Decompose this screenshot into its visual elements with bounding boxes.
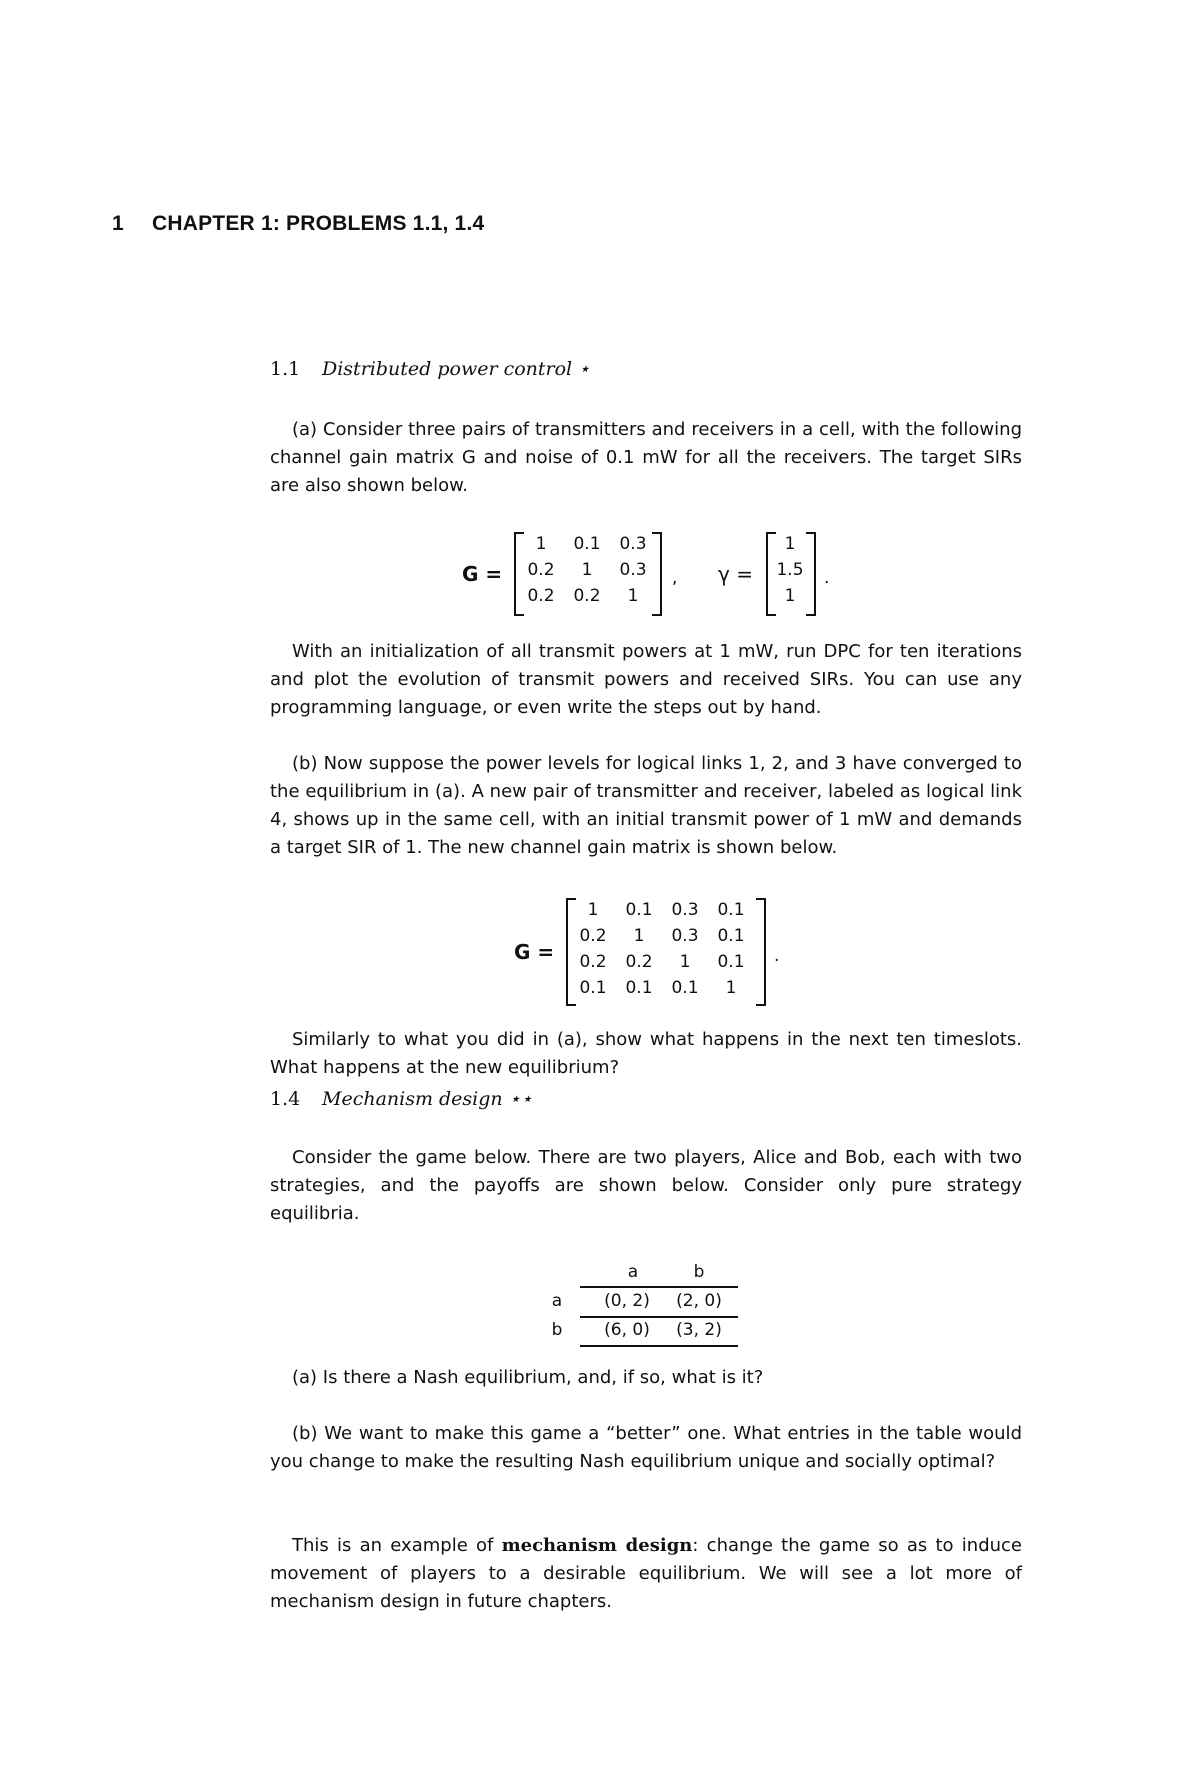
row-header: a xyxy=(551,1291,563,1311)
matrix-entry: 0.1 xyxy=(625,900,653,920)
matrix-entry: 0.3 xyxy=(619,534,647,554)
matrix-entry: 0.1 xyxy=(573,534,601,554)
problem-1-4-closing: This is an example of mechanism design: change the game so as to induce movement of players to a desirable equilibrium. We will see a lot more of mechanism design in future chapters. xyxy=(270,1535,1022,1612)
matrix-g-4x4 xyxy=(514,898,794,1006)
matrix-entry: 1 xyxy=(679,952,691,972)
problem-1-1-part-b: (b) Now suppose the power levels for logical links 1, 2, and 3 have converged to the equilibrium in (a). A new pair of transmitter and receiver, labeled as logical link 4, shows up in the same cell, with an initial transmit power of 1 mW and demands a target SIR of 1. The new channel gain matrix is shown below. xyxy=(270,753,1022,858)
matrix-entry: 1 xyxy=(587,900,599,920)
chapter-number: 1 xyxy=(112,212,124,235)
matrix-entry: 0.3 xyxy=(671,926,699,946)
matrix-entry: 1 xyxy=(725,978,737,998)
table-rule xyxy=(580,1316,738,1318)
matrix-entry: 1 xyxy=(627,586,639,606)
matrix-entry: 0.1 xyxy=(579,978,607,998)
problem-1-1-part-a-cont: With an initialization of all transmit powers at 1 mW, run DPC for ten iterations and plot the evolution of transmit powers and received SIRs. You can use any programming language, or even write the steps out by hand. xyxy=(270,641,1022,718)
table-rule xyxy=(580,1345,738,1347)
matrix-entry: 0.1 xyxy=(625,978,653,998)
gamma-label: γ = xyxy=(718,562,753,586)
matrix-entry: 0.2 xyxy=(527,560,555,580)
term-mechanism-design: mechanism design xyxy=(501,1535,693,1556)
problem-1-4-question-a: (a) Is there a Nash equilibrium, and, if so, what is it? xyxy=(292,1367,764,1388)
payoff-cell: (3, 2) xyxy=(676,1320,722,1340)
matrix-label: G = xyxy=(462,562,503,586)
period: . xyxy=(774,946,780,966)
matrix-entry: 1 xyxy=(535,534,547,554)
vector-entry: 1 xyxy=(784,586,796,606)
matrix-entry: 1 xyxy=(633,926,645,946)
matrix-entry: 0.2 xyxy=(573,586,601,606)
problem-1-4-question-b: (b) We want to make this game a “better” one. What entries in the table would you change to make the resulting Nash equilibrium unique and socially optimal? xyxy=(270,1423,1022,1472)
right-bracket xyxy=(756,898,766,1006)
matrix-label: G = xyxy=(514,940,555,964)
chapter-heading xyxy=(112,212,484,236)
matrix-entry: 0.1 xyxy=(717,926,745,946)
comma: , xyxy=(672,568,678,588)
problem-1-1-part-b-cont: Similarly to what you did in (a), show what happens in the next ten timeslots. What happens at the new equilibrium? xyxy=(270,1029,1022,1078)
table-rule xyxy=(580,1286,738,1288)
matrix-entry: 1 xyxy=(581,560,593,580)
payoff-cell: (0, 2) xyxy=(604,1291,650,1311)
matrix-entry: 0.2 xyxy=(579,952,607,972)
column-header: b xyxy=(693,1262,705,1282)
payoff-table xyxy=(540,1262,760,1362)
matrix-entry: 0.1 xyxy=(671,978,699,998)
problem-1-1-part-a: (a) Consider three pairs of transmitters and receivers in a cell, with the following channel gain matrix G and noise of 0.1 mW for all the receivers. The target SIRs are also shown below. xyxy=(270,419,1022,496)
problem-1-4-heading xyxy=(270,1088,532,1110)
payoff-cell: (2, 0) xyxy=(676,1291,722,1311)
problem-title: Mechanism design ⋆⋆ xyxy=(322,1088,533,1110)
vector-entry: 1.5 xyxy=(776,560,804,580)
matrix-entry: 0.1 xyxy=(717,900,745,920)
problem-number: 1.1 xyxy=(270,358,301,380)
payoff-cell: (6, 0) xyxy=(604,1320,650,1340)
matrix-entry: 0.3 xyxy=(619,560,647,580)
matrix-entry: 0.3 xyxy=(671,900,699,920)
matrix-entry: 0.2 xyxy=(527,586,555,606)
column-header: a xyxy=(627,1262,639,1282)
problem-1-1-heading xyxy=(270,358,590,380)
matrix-entry: 0.2 xyxy=(625,952,653,972)
period: . xyxy=(824,568,830,588)
problem-title: Distributed power control ⋆ xyxy=(322,358,591,380)
matrix-entry: 0.2 xyxy=(579,926,607,946)
gamma-vector xyxy=(718,532,848,618)
matrix-entry: 0.1 xyxy=(717,952,745,972)
chapter-title: CHAPTER 1: PROBLEMS 1.1, 1.4 xyxy=(152,212,485,235)
problem-1-4-intro: Consider the game below. There are two players, Alice and Bob, each with two strategies, and the payoffs are shown below. Consider only pure strategy equilibria. xyxy=(270,1147,1022,1224)
vector-entry: 1 xyxy=(784,534,796,554)
problem-number: 1.4 xyxy=(270,1088,301,1110)
row-header: b xyxy=(551,1320,563,1340)
